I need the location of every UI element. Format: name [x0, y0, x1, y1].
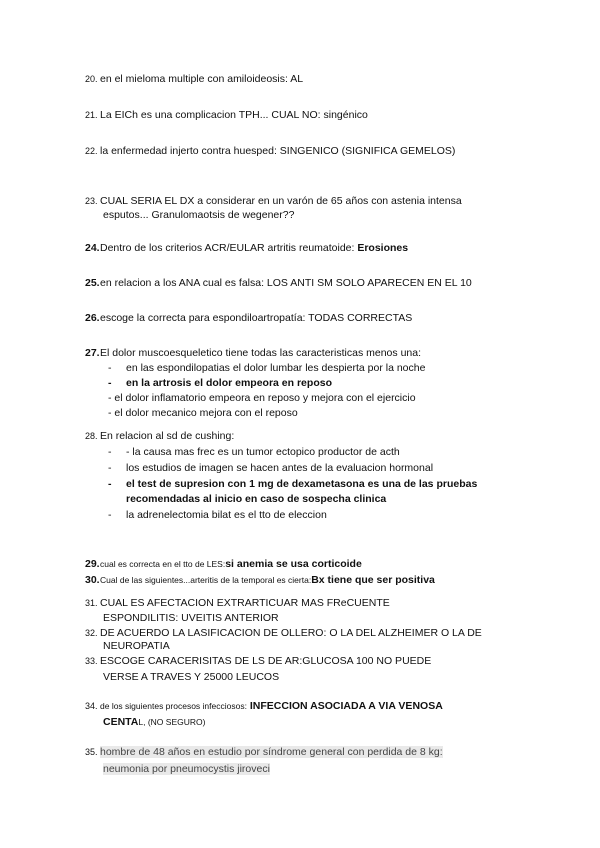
question-23-continuation: esputos... Granulomaotsis de wegener??: [103, 209, 295, 221]
question-number: 32.: [85, 628, 98, 638]
question-number: 34.: [85, 701, 98, 711]
question-21: [85, 108, 368, 122]
question-number: 24.: [85, 242, 100, 254]
question-text: Cual de las siguientes...arteritis de la temporal es cierta:: [100, 575, 312, 585]
question-text: CUAL ES AFECTACION EXTRARTICUAR MAS FReCUENTE: [100, 597, 390, 609]
question-34: [85, 699, 443, 713]
answer-text: si anemia se usa corticoide: [225, 558, 362, 570]
question-32-continuation: NEUROPATIA: [103, 640, 170, 652]
question-number: 33.: [85, 656, 98, 666]
question-33-continuation: VERSE A TRAVES Y 25000 LEUCOS: [103, 671, 280, 683]
answer-text: neumonia por: [103, 763, 171, 775]
option-27-2: - en la artrosis el dolor empeora en reposo: [108, 377, 332, 389]
question-35-continuation: [103, 762, 270, 776]
option-27-3: - el dolor inflamatorio empeora en reposo y mejora con el ejercicio: [108, 392, 416, 404]
answer-note: L, (NO SEGURO): [138, 717, 206, 727]
answer-text-highlight: pneumocystis jiroveci: [170, 763, 270, 775]
question-31: [85, 596, 390, 610]
option-text: la adrenelectomia bilat es el tto de eleccion: [126, 509, 327, 521]
question-31-continuation: ESPONDILITIS: UVEITIS ANTERIOR: [103, 612, 279, 624]
question-text: La EICh es una complicacion TPH... CUAL NO: singénico: [100, 109, 368, 121]
question-number: 35.: [85, 747, 98, 757]
question-number: 25.: [85, 277, 100, 289]
question-text: de los siguientes procesos infecciosos:: [100, 701, 247, 711]
question-number: 31.: [85, 598, 98, 608]
question-29: [85, 557, 362, 571]
question-28: [85, 429, 234, 443]
option-text: - la causa mas frec es un tumor ectopico productor de acth: [126, 446, 400, 458]
question-text: cual es correcta en el tto de LES:: [100, 559, 226, 569]
option-28-1: - - la causa mas frec es un tumor ectopico productor de acth: [108, 446, 400, 458]
option-27-4: - el dolor mecanico mejora con el reposo: [108, 407, 298, 419]
question-number: 28.: [85, 431, 98, 441]
question-number: 22.: [85, 146, 98, 156]
question-22: [85, 144, 455, 158]
question-number: 20.: [85, 74, 98, 84]
question-text: la enfermedad injerto contra huesped: SINGENICO (SIGNIFICA GEMELOS): [100, 145, 456, 157]
option-text: en la artrosis el dolor empeora en reposo: [126, 377, 332, 389]
question-20: [85, 72, 303, 86]
question-25: [85, 276, 472, 290]
question-26: [85, 311, 412, 325]
question-number: 30.: [85, 574, 100, 586]
question-34-continuation: [103, 715, 205, 729]
question-33: [85, 654, 431, 668]
question-text: Dentro de los criterios ACR/EULAR artritis reumatoide:: [100, 242, 358, 254]
question-text: en el mieloma multiple con amiloideosis: AL: [100, 73, 304, 85]
question-text: en relacion a los ANA cual es falsa: LOS ANTI SM SOLO APARECEN EN EL 10: [100, 277, 472, 289]
option-28-3: - el test de supresion con 1 mg de dexametasona es una de las pruebas: [108, 478, 478, 490]
option-text: los estudios de imagen se hacen antes de la evaluacion hormonal: [126, 462, 434, 474]
option-28-2: - los estudios de imagen se hacen antes de la evaluacion hormonal: [108, 462, 434, 474]
question-number: 27.: [85, 347, 100, 359]
question-number: 26.: [85, 312, 100, 324]
question-27: [85, 346, 421, 360]
question-number: 21.: [85, 110, 98, 120]
question-text: ESCOGE CARACERISITAS DE LS DE AR:GLUCOSA 100 NO PUEDE: [100, 655, 432, 667]
option-28-4: - la adrenelectomia bilat es el tto de eleccion: [108, 509, 327, 521]
question-24: [85, 241, 408, 255]
question-30: [85, 573, 435, 587]
question-text: DE ACUERDO LA LASIFICACION DE OLLERO: O LA DEL ALZHEIMER O LA DE: [100, 627, 482, 639]
answer-text: Bx tiene que ser positiva: [311, 574, 435, 586]
question-text: escoge la correcta para espondiloartropatía: TODAS CORRECTAS: [100, 312, 413, 324]
question-number: 29.: [85, 558, 100, 570]
answer-text: CENTA: [103, 716, 139, 728]
option-text: en las espondilopatias el dolor lumbar les despierta por la noche: [126, 362, 426, 374]
question-35: [85, 745, 443, 759]
option-text: el test de supresion con 1 mg de dexametasona es una de las pruebas: [126, 478, 478, 490]
question-text: En relacion al sd de cushing:: [100, 430, 235, 442]
question-23: [85, 194, 462, 208]
question-text: hombre de 48 años en estudio por síndrome general con perdida de 8 kg:: [100, 746, 443, 758]
question-32: [85, 626, 482, 640]
question-number: 23.: [85, 196, 98, 206]
answer-text: Erosiones: [357, 242, 409, 254]
option-28-3-continuation: recomendadas al inicio en caso de sospecha clinica: [126, 493, 387, 505]
option-27-1: - en las espondilopatias el dolor lumbar les despierta por la noche: [108, 362, 426, 374]
answer-text: INFECCION ASOCIADA A VIA VENOSA: [249, 700, 443, 712]
question-text: CUAL SERIA EL DX a considerar en un varón de 65 años con astenia intensa: [100, 195, 462, 207]
question-text: El dolor muscoesqueletico tiene todas las caracteristicas menos una:: [100, 347, 421, 359]
